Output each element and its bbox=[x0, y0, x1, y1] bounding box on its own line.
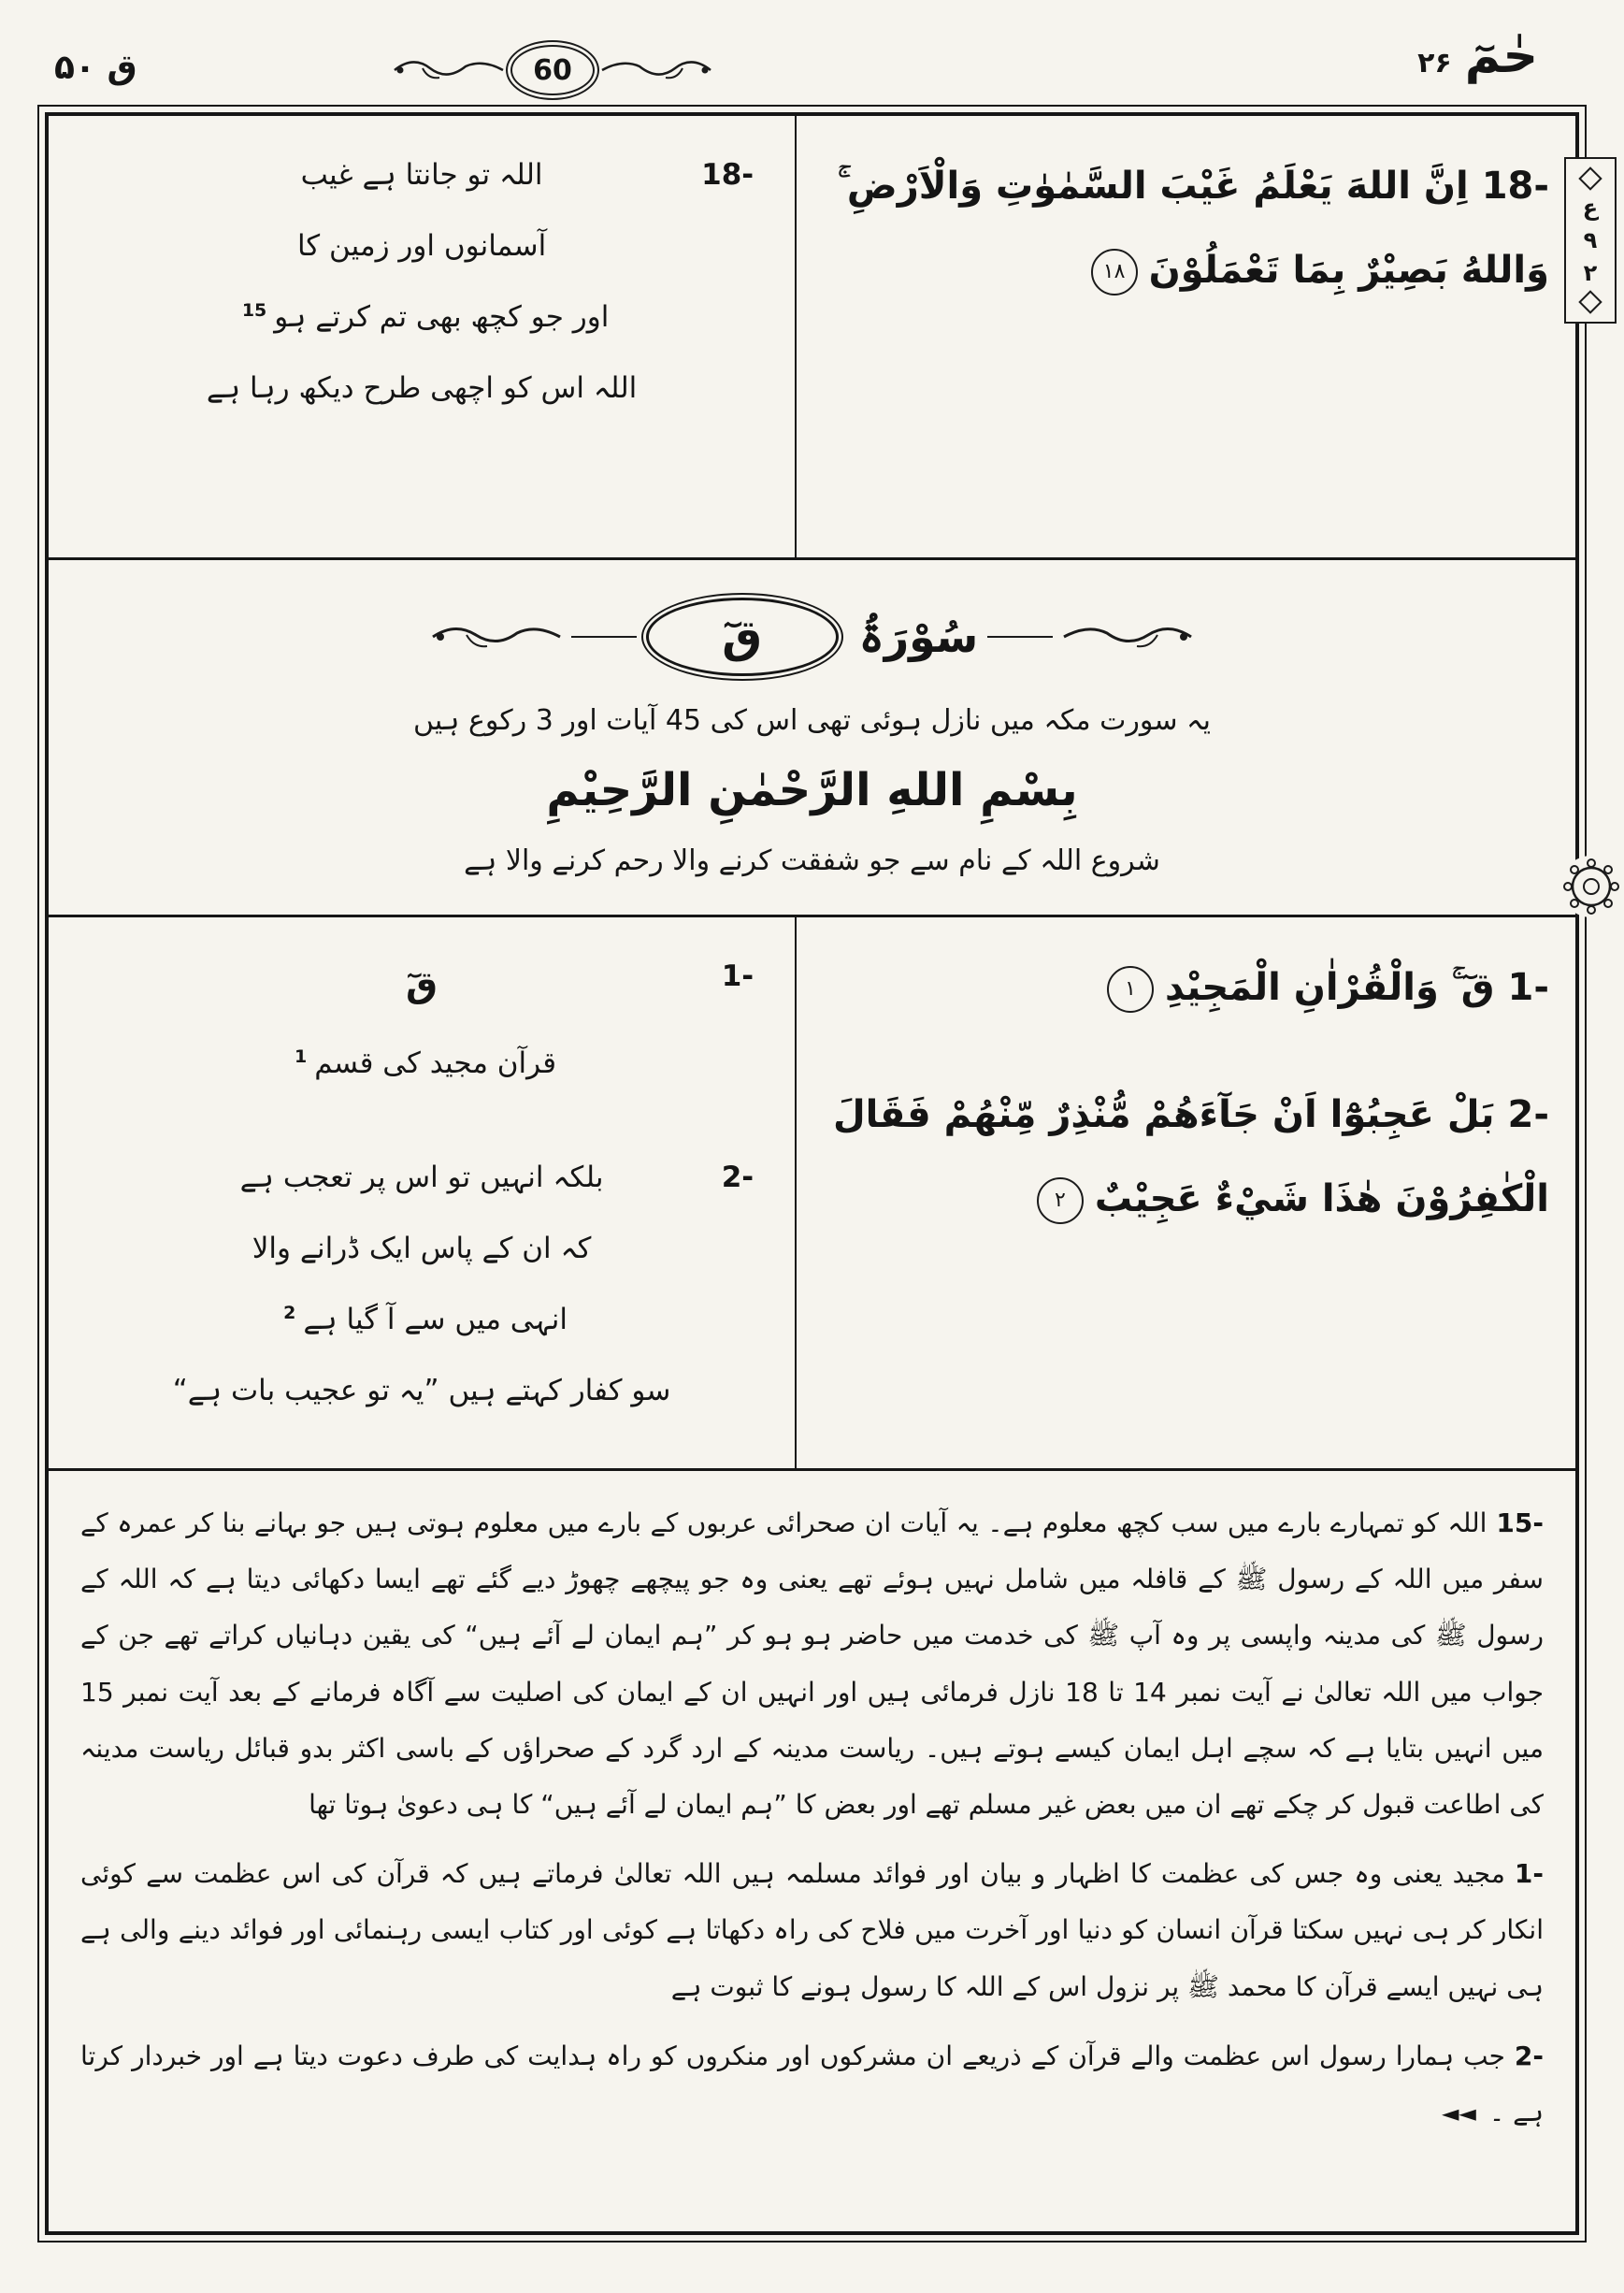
flourish-icon bbox=[431, 618, 562, 656]
translation-line bbox=[65, 140, 778, 211]
translation-line bbox=[65, 282, 778, 353]
surah-title-band bbox=[77, 598, 1547, 676]
translation-text: قرآن مجید کی قسم bbox=[314, 1046, 557, 1081]
arabic-text: اِنَّ اللهَ يَعْلَمُ غَيْبَ السَّمٰوٰتِ وَالْاَرْضِ ۚ وَاللهُ بَصِيْرٌ بِمَا تَعْمَلُوْنَ bbox=[837, 165, 1549, 292]
verse-number: 18- bbox=[1481, 165, 1549, 208]
translation-line bbox=[65, 1029, 778, 1100]
arabic-column bbox=[797, 116, 1575, 557]
ayah-end-mark: ۱ bbox=[1107, 966, 1154, 1013]
footnote-number: 2- bbox=[1514, 2040, 1544, 2071]
ruku-marker bbox=[1564, 157, 1617, 324]
translation-line bbox=[65, 1285, 778, 1356]
surah-letter: قٓ bbox=[722, 610, 763, 663]
footnote bbox=[80, 1846, 1544, 2015]
flourish-icon bbox=[1062, 618, 1193, 656]
verse-number: 1- bbox=[1507, 966, 1549, 1009]
margin-ornament-icon bbox=[1560, 856, 1622, 917]
bismillah-translation: شروع اللہ کے نام سے جو شفقت کرنے والا رحم کرنے والا ہے bbox=[464, 844, 1160, 878]
translation-text: اور جو کچھ بھی تم کرتے ہو bbox=[274, 299, 610, 334]
arabic-text: بَلْ عَجِبُوْٓا اَنْ جَآءَهُمْ مُّنْذِرٌ مِّنْهُمْ فَقَالَ الْكٰفِرُوْنَ هٰذَا شَيْءٌ عَجِيْبٌ bbox=[832, 1093, 1549, 1220]
ruku-marker-count: ۲ bbox=[1583, 259, 1598, 286]
verse-number: 1- bbox=[721, 959, 755, 993]
ayah-end-mark: ۲ bbox=[1037, 1177, 1084, 1224]
flourish-icon bbox=[600, 53, 712, 87]
band-rule bbox=[987, 636, 1053, 638]
translation-line bbox=[65, 1143, 778, 1214]
verse-number: 2- bbox=[721, 1161, 755, 1195]
arabic-verse bbox=[817, 1073, 1549, 1241]
page-number: 60 bbox=[510, 45, 595, 95]
juz-name: حٰمٓ bbox=[1464, 28, 1538, 84]
surah-header-section bbox=[49, 560, 1575, 917]
footnote bbox=[80, 2028, 1544, 2141]
page-number-ornament bbox=[393, 45, 712, 95]
bismillah-arabic: بِسْمِ اللهِ الرَّحْمٰنِ الرَّحِيْمِ bbox=[546, 764, 1078, 817]
verse-number: 18- bbox=[701, 158, 755, 192]
footnote-text: اللہ کو تمہارے بارے میں سب کچھ معلوم ہے۔ یہ آیات ان صحرائی عربوں کے بارے میں معلوم ہوتی ہیں جو بہانے بنا کر عمرہ کے سفر میں اللہ کے رسول ﷺ کے قافلہ میں شامل نہیں ہوئے تھے یعنی وہ جو پیچھے چھوڑ دیے گئے تھے ایسا دکھائی دیتا ہے کہ اللہ کے رسول ﷺ کی مدینہ واپسی پر وہ آپ ﷺ کی خدمت میں حاضر ہو ہو کر ”ہم ایمان لے آئے ہیں“ کی یقین دہانیاں کراتے تھے جن کے جواب میں اللہ تعالیٰ نے آیت نمبر 14 تا 18 نازل فرمائی ہیں اور انہیں ان کے ایمان کی اصلیت سے آگاہ فرمانے کے بعد آیت نمبر 15 میں انہیں بتایا ہے کہ سچے اہل ایمان کیسے ہوتے ہیں۔ ریاست مدینہ کے ارد گرد کے صحراؤں کے باسی اکثر بدو قبائل ریاست مدینہ کی اطاعت قبول کر چکے تھے ان میں بعض غیر مسلم تھے اور بعض کا ”ہم ایمان لے آئے ہیں“ کا ہی دعویٰ ہوتا تھا bbox=[80, 1507, 1545, 1820]
ruku-marker-count: ۹ bbox=[1583, 226, 1598, 253]
translation-text: بلکہ انہیں تو اس پر تعجب ہے bbox=[239, 1161, 604, 1195]
header-surah-ref: ق ۵۰ bbox=[54, 49, 137, 87]
arabic-verse bbox=[817, 945, 1549, 1030]
footnote-number: 15- bbox=[1496, 1507, 1544, 1538]
translation-column bbox=[49, 116, 797, 557]
verses-1-2-section bbox=[49, 917, 1575, 1471]
verse-number: 2- bbox=[1507, 1093, 1549, 1136]
surah-title bbox=[646, 598, 979, 676]
arabic-text: قٓ ۚ وَالْقُرْاٰنِ الْمَجِيْدِ bbox=[1165, 966, 1495, 1009]
surah-word: سُوْرَۃُ bbox=[858, 611, 979, 662]
surah-name-cartouche bbox=[646, 598, 839, 676]
juz-number: ۲۶ bbox=[1417, 47, 1452, 79]
translation-line: سو کفار کہتے ہیں ”یہ تو عجیب بات ہے“ bbox=[172, 1373, 671, 1407]
band-rule bbox=[571, 636, 637, 638]
verse-18-section bbox=[49, 116, 1575, 560]
page-frame bbox=[37, 105, 1587, 2243]
footnote-reference: 2 bbox=[283, 1302, 296, 1323]
flourish-icon bbox=[393, 53, 505, 87]
footnote bbox=[80, 1495, 1544, 1833]
arabic-verse bbox=[817, 144, 1549, 312]
footnote-number: 1- bbox=[1514, 1858, 1544, 1890]
ayah-end-mark: ۱۸ bbox=[1091, 249, 1138, 296]
footnote-reference: 1 bbox=[295, 1046, 308, 1067]
translation-column bbox=[49, 917, 797, 1468]
translation-line: آسمانوں اور زمین کا bbox=[296, 228, 547, 263]
continuation-arrows-icon: ◄◄ bbox=[1441, 2099, 1476, 2127]
translation-text: انہی میں سے آ گیا ہے bbox=[303, 1302, 568, 1336]
footnote-reference: 15 bbox=[241, 299, 267, 321]
translation-line: کہ ان کے پاس ایک ڈرانے والا bbox=[252, 1231, 592, 1265]
surah-intro-line: یہ سورت مکہ میں نازل ہوئی تھی اس کی 45 آیات اور 3 رکوع ہیں bbox=[413, 703, 1211, 737]
footnote-text: مجید یعنی وہ جس کی عظمت کا اظہار و بیان اور فوائد مسلمہ ہیں اللہ تعالیٰ فرماتے ہیں کہ قرآن کی اس عظمت سے کوئی انکار کر ہی نہیں سکتا قرآن انسان کو دنیا اور آخرت میں فلاح کی راہ دکھاتا ہے کوئی اور کتاب ایسی رہنمائی اور فوائد دینے والی ہے ہی نہیں ایسے قرآن کا محمد ﷺ پر نزول اس کے اللہ کا رسول ہونے کا ثبوت ہے bbox=[80, 1858, 1544, 2002]
footnote-text: جب ہمارا رسول اس عظمت والے قرآن کے ذریعے ان مشرکوں اور منکروں کو راہ ہدایت کی طرف دعوت دیتا ہے اور خبردار کرتا ہے ۔ bbox=[80, 2040, 1544, 2127]
page-frame-inner bbox=[45, 112, 1579, 2235]
header-juz-marker bbox=[1417, 28, 1538, 84]
translation-text: اللہ تو جانتا ہے غیب bbox=[300, 158, 543, 192]
translation-line: اللہ اس کو اچھی طرح دیکھ رہا ہے bbox=[206, 370, 638, 405]
footnotes-section bbox=[49, 1471, 1575, 2231]
arabic-column bbox=[797, 917, 1575, 1468]
ruku-marker-letter: ع bbox=[1582, 195, 1599, 221]
translation-text: قٓ bbox=[406, 964, 438, 1005]
translation-line bbox=[65, 942, 778, 1029]
